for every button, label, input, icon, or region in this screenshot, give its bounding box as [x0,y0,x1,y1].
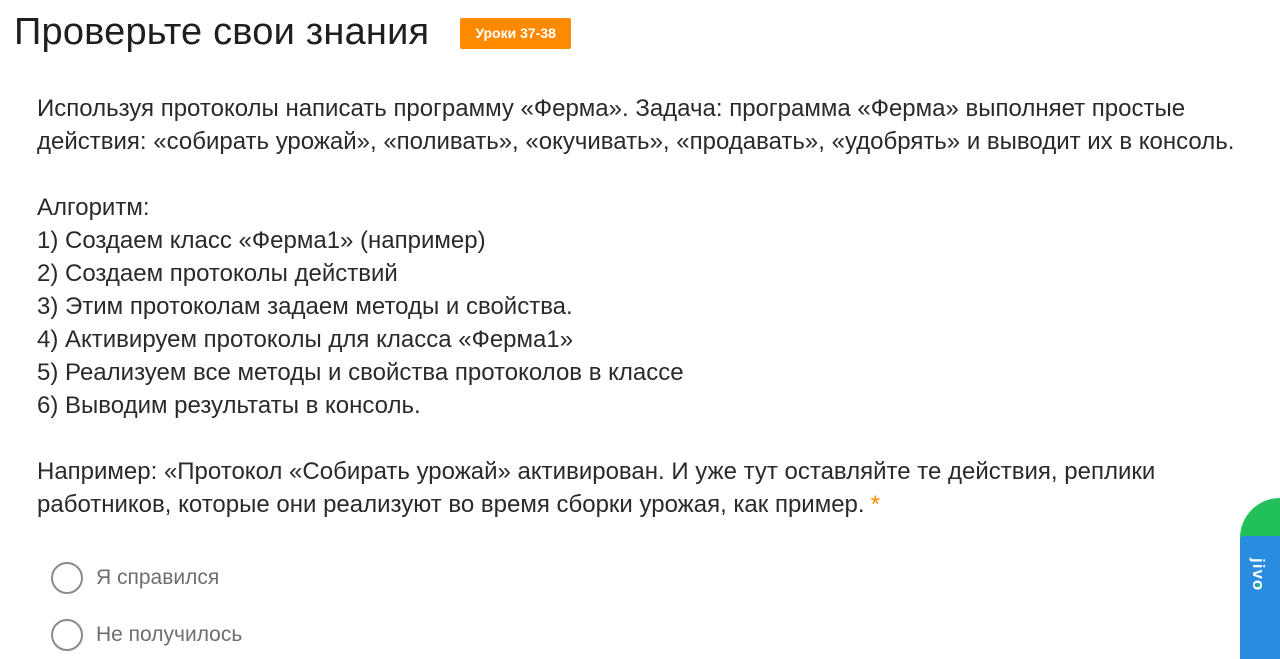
question-intro-line: действия: «собирать урожай», «поливать», «окучивать», «продавать», «удобрять» и выводит их в консоль. [37,128,1235,155]
example-line [37,488,1272,521]
example-line: Например: «Протокол «Собирать урожай» активирован. И уже тут оставляйте те действия, реплики [37,458,1156,485]
chat-widget-label: jivo [1249,558,1268,592]
algorithm-step: 3) Этим протоколам задаем методы и свойства. [37,293,573,320]
algorithm-step: 1) Создаем класс «Ферма1» (например) [37,227,486,254]
chat-widget-tab [1240,536,1280,659]
question-text [37,92,1272,521]
required-mark: * [870,491,880,518]
option-failed[interactable] [51,617,242,653]
radio-button[interactable] [51,562,83,594]
lesson-badge: Уроки 37-38 [460,18,571,49]
example-text: работников, которые они реализуют во время сборки урожая, как пример. [37,491,865,518]
answer-options [51,560,242,659]
radio-button[interactable] [51,619,83,651]
algorithm-step: 4) Активируем протоколы для класса «Ферма1» [37,326,574,353]
page-title: Проверьте свои знания [14,11,430,53]
option-done[interactable] [51,560,242,596]
algorithm-step: 6) Выводим результаты в консоль. [37,392,421,419]
algorithm-step: 5) Реализуем все методы и свойства протоколов в классе [37,359,684,386]
option-label: Я справился [96,566,220,589]
option-label: Не получилось [96,623,243,646]
question-intro-line: Используя протоколы написать программу «Ферма». Задача: программа «Ферма» выполняет простые [37,95,1186,122]
algorithm-title: Алгоритм: [37,194,150,221]
algorithm-step: 2) Создаем протоколы действий [37,260,398,287]
chat-widget-button[interactable] [1240,498,1280,659]
header [14,10,571,54]
